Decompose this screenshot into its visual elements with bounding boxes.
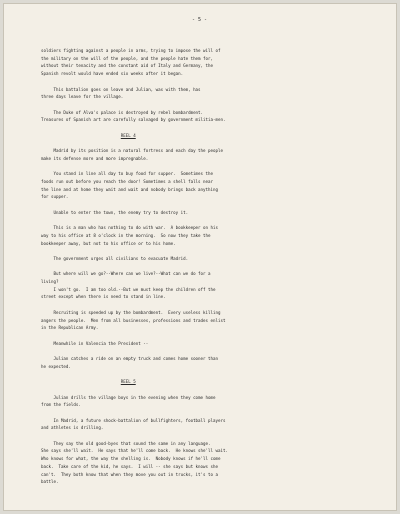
text-line: the military on the will of the people, and the people hate them for,: [41, 55, 214, 61]
text-line: Who knows for what, the way the shelling is. Nobody knows if he'll come: [41, 456, 221, 462]
text-line: Julian drills the village boys in the evening when they come home: [41, 394, 216, 400]
text-line: angers the people. Men from all businesses, professions and trades enlist: [41, 317, 226, 323]
text-line: Madrid by its position is a natural fortress and each day the people: [41, 148, 223, 154]
text-line: he expected.: [41, 363, 71, 369]
text-line: battle.: [41, 479, 59, 485]
reel-heading: REEL 4: [120, 132, 136, 138]
text-line: bookkeeper away, but not to his office or to his home.: [41, 240, 176, 246]
text-line: But where will we go?--Where can we live?--What can we do for a: [41, 271, 211, 277]
text-line: The Duke of Alva's palace is destroyed by rebel bombardment.: [41, 109, 204, 115]
text-line: from the fields.: [41, 402, 81, 408]
text-line: make its defense more and more impregnable.: [41, 155, 149, 161]
text-line: foods run out before you reach the door! Sometimes a shell falls near: [41, 178, 214, 184]
text-line: Unable to enter the town, the enemy try to destroy it.: [41, 209, 189, 215]
page-number: - 5 -: [192, 17, 208, 23]
text-line: street except when there is need to stand in line.: [41, 294, 166, 300]
text-line: in the Republican Army.: [41, 325, 99, 331]
text-line: The government urges all civilians to evacuate Madrid.: [41, 255, 189, 261]
text-line: can't. They both know that when they move you out in trucks, it's to a: [41, 471, 218, 477]
document-page: [4, 4, 396, 510]
text-line: soldiers fighting against a people in arms, trying to impose the will of: [41, 48, 221, 53]
text-line: for supper.: [41, 194, 69, 200]
text-line: This is a man who has nothing to do with war. A bookkeeper on his: [41, 225, 218, 231]
text-line: without their tenacity and the constant aid of Italy and Germany, the: [41, 63, 214, 69]
text-line: Julian catches a ride on an empty truck and comes home sooner than: [41, 356, 218, 361]
text-line: Treasures of Spanish art are carefully salvaged by government militia-men.: [41, 117, 226, 123]
text-line: the line and at home they wait and wait and nobody brings back anything: [41, 186, 218, 192]
text-line: three days leave for the village.: [41, 94, 124, 100]
text-line: back. Take care of the kid, he says. I will -- she says but knows she: [41, 463, 218, 469]
text-line: She says she'll wait. He says that he'll come back. He knows she'll wait.: [41, 448, 228, 454]
text-line: way to his office at 8 o'clock in the morning. So now they take the: [41, 232, 211, 238]
text-line: Recruiting is speeded up by the bombardment. Every useless killing: [41, 309, 221, 315]
text-line: and athletes is drilling.: [41, 425, 104, 431]
text-line: You stand in line all day to buy food for supper. Sometimes the: [41, 171, 214, 177]
text-line: In Madrid, a future shock-battalion of bullfighters, football players: [41, 417, 226, 423]
text-line: Meanwhile in Valencia the President --: [41, 340, 149, 346]
text-line: I won't go. I am too old.--But we must keep the children off the: [41, 286, 216, 292]
text-line: living?: [41, 279, 59, 284]
reel-heading: REEL 5: [120, 379, 136, 385]
text-line: Spanish revolt would have ended six weeks after it began.: [41, 71, 184, 77]
text-line: This battalion goes on leave and Julian, was with them, has: [41, 86, 201, 92]
typewritten-text: [4, 4, 396, 485]
text-line: They say the old good-byes that sound the same in any language.: [41, 440, 211, 446]
